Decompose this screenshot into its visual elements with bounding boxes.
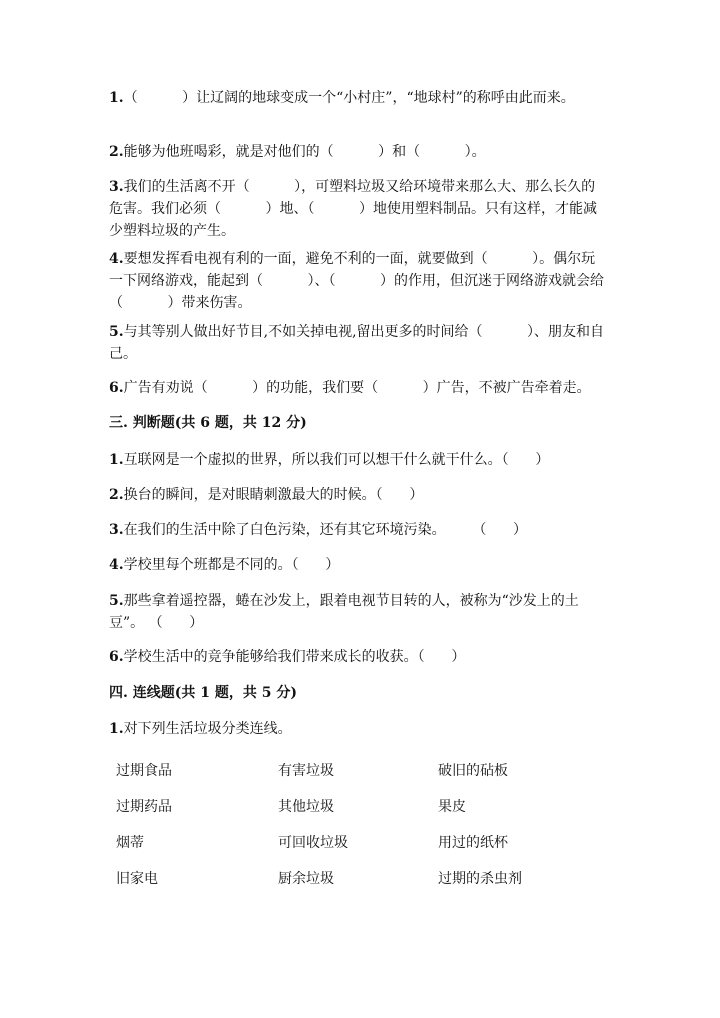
matching-grid	[116, 760, 596, 890]
judgment-question-2: 2.换台的瞬间，是对眼睛刺激最大的时候。（ ）	[109, 487, 424, 503]
matching-item: 旧家电	[116, 871, 158, 887]
matching-category: 其他垃圾	[278, 799, 334, 815]
question-text: （ ）让辽阔的地球变成一个“小村庄”，“地球村”的称呼由此而来。	[123, 90, 575, 106]
question-text: 要想发挥看电视有利的一面，避免不利的一面，就要做到（ ）。偶尔玩一下网络游戏，能起到（ ）、（ ）的作用，但沉迷于网络游戏就会给（ ）带来伤害。	[109, 251, 605, 311]
matching-item: 过期食品	[116, 763, 172, 779]
question-text: 那些拿着遥控器，蜷在沙发上，跟着电视节目转的人，被称为“沙发上的土豆”。 （ ）	[109, 593, 579, 631]
judgment-question-6: 6.学校生活中的竞争能够给我们带来成长的收获。（ ）	[109, 649, 466, 665]
question-text: 与其等别人做出好节目,不如关掉电视,留出更多的时间给（ ）、朋友和自己。	[109, 324, 605, 362]
matching-category: 可回收垃圾	[278, 835, 348, 851]
question-text: 换台的瞬间，是对眼睛刺激最大的时候。（ ）	[123, 487, 424, 503]
question-text: 学校生活中的竞争能够给我们带来成长的收获。（ ）	[123, 649, 466, 665]
matching-example: 用过的纸杯	[438, 835, 508, 851]
fill-question-2: 2.能够为他班喝彩，就是对他们的（ ）和（ ）。	[109, 144, 486, 160]
matching-example: 过期的杀虫剂	[438, 871, 522, 887]
matching-example: 破旧的砧板	[438, 763, 508, 779]
section-3-title: 三. 判断题(共 6 题，共 12 分)	[109, 415, 307, 431]
fill-question-4: 4.要想发挥看电视有利的一面，避免不利的一面，就要做到（ ）。偶尔玩一下网络游戏，能起到（ ）、（ ）的作用，但沉迷于网络游戏就会给（ ）带来伤害。	[109, 251, 605, 311]
question-text: 学校里每个班都是不同的。（ ）	[123, 557, 340, 573]
question-text: 我们的生活离不开（ ），可塑料垃圾又给环境带来那么大、那么长久的危害。我们必须（ ）地、（ ）地使用塑料制品。只有这样，才能减少塑料垃圾的产生。	[109, 179, 598, 239]
judgment-question-1: 1.互联网是一个虚拟的世界，所以我们可以想干什么就干什么。（ ）	[109, 452, 550, 468]
judgment-question-5: 5.那些拿着遥控器，蜷在沙发上，跟着电视节目转的人，被称为“沙发上的土豆”。 （ ）	[109, 593, 579, 631]
matching-category: 有害垃圾	[278, 763, 334, 779]
question-text: 对下列生活垃圾分类连线。	[123, 721, 292, 737]
matching-item: 过期药品	[116, 799, 172, 815]
matching-question-1: 1.对下列生活垃圾分类连线。	[109, 721, 292, 737]
fill-question-5: 5.与其等别人做出好节目,不如关掉电视,留出更多的时间给（ ）、朋友和自己。	[109, 324, 605, 362]
matching-category: 厨余垃圾	[278, 871, 334, 887]
judgment-question-4: 4.学校里每个班都是不同的。（ ）	[109, 557, 340, 573]
fill-question-6: 6.广告有劝说（ ）的功能，我们要（ ）广告，不被广告牵着走。	[109, 380, 591, 396]
question-text: 互联网是一个虚拟的世界，所以我们可以想干什么就干什么。（ ）	[123, 452, 550, 468]
question-text: 在我们的生活中除了白色污染，还有其它环境污染。 （ ）	[123, 522, 528, 538]
question-text: 广告有劝说（ ）的功能，我们要（ ）广告，不被广告牵着走。	[123, 380, 591, 396]
matching-item: 烟蒂	[116, 835, 144, 851]
judgment-question-3: 3.在我们的生活中除了白色污染，还有其它环境污染。 （ ）	[109, 522, 528, 538]
section-4-title: 四. 连线题(共 1 题，共 5 分)	[109, 685, 297, 701]
fill-question-1: 1.（ ）让辽阔的地球变成一个“小村庄”，“地球村”的称呼由此而来。	[109, 90, 575, 106]
fill-question-3: 3.我们的生活离不开（ ），可塑料垃圾又给环境带来那么大、那么长久的危害。我们必须（ ）地、（ ）地使用塑料制品。只有这样，才能减少塑料垃圾的产生。	[109, 179, 598, 239]
question-text: 能够为他班喝彩，就是对他们的（ ）和（ ）。	[123, 144, 486, 160]
matching-example: 果皮	[438, 799, 466, 815]
